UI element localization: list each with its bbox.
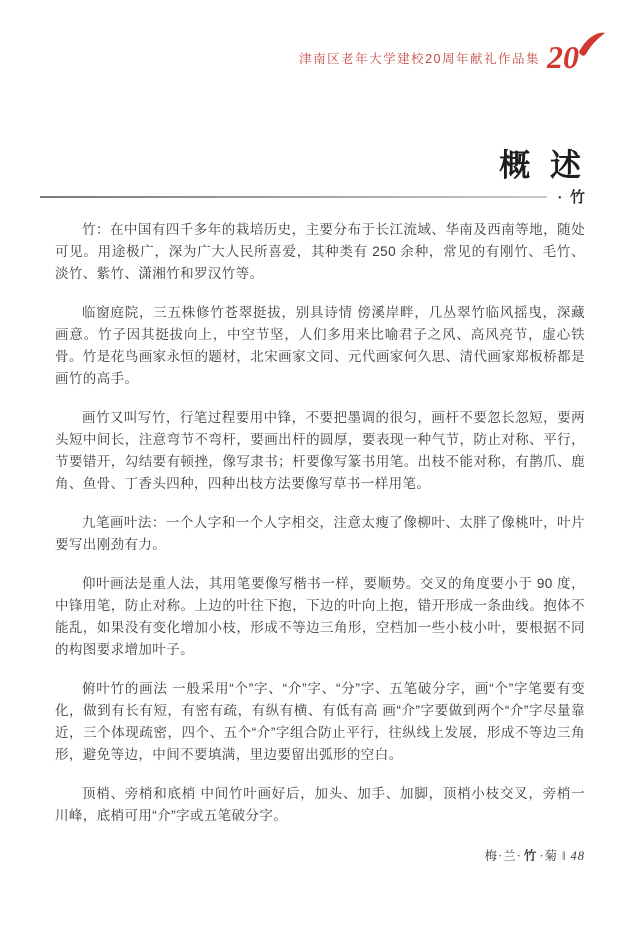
series-title-part2: ·菊 [539, 849, 558, 863]
page-number: 48 [570, 849, 585, 863]
title-rule-row [40, 186, 587, 207]
paragraph-downward-leaf: 俯叶竹的画法 一般采用“个”字、“介”字、“分”字、五笔破分字，画“个”字笔要有变化，做到有长有短，有密有疏，有纵有横、有低有高 画“介”字要做到两个“介”字尽量靠近，三个体现疏密，四个、五个“介”字组合防止平行，往纵线上发展，形成不等边三角形，避免等边，中间不要填满，里边要留出弧形的空白。 [55, 681, 585, 762]
logo-swoosh [579, 33, 605, 56]
footer-divider: ‖ [561, 849, 567, 863]
page-footer [484, 846, 585, 864]
logo-20-text: 20 [547, 39, 579, 75]
collection-title: 津南区老年大学建校20周年献礼作品集 [299, 52, 540, 66]
horizontal-rule [40, 196, 547, 198]
paragraph-upward-leaf: 仰叶画法是重人法，其用笔要像写楷书一样，要顺势。交叉的角度要小于 90 度，中锋用笔，防止对称。上边的叶往下抱，下边的叶向上抱，错开形成一条曲线。抱体不能乱，如果没有变化增加小枝，形成不等边三角形，空档加一些小枝小叶，要根据不同的构图要求增加叶子。 [55, 576, 585, 657]
paragraph-tips: 顶梢、旁梢和底梢 中间竹叶画好后，加头、加手、加脚，顶梢小枝交叉，旁梢一川峰，底梢可用“介”字或五笔破分字。 [55, 786, 585, 823]
page-title: 概 述 [499, 148, 587, 183]
series-title-bamboo: 竹 [523, 849, 538, 863]
paragraph-scenery: 临窗庭院，三五株修竹苍翠挺拔，别具诗情 傍溪岸畔，几丛翠竹临风摇曳，深藏画意。竹子因其挺拔向上，中空节坚，人们多用来比喻君子之风、高风亮节，虚心铁骨。竹是花鸟画家永恒的题材，北宋画家文同、元代画家何久思、清代画家郑板桥都是画竹的高手。 [55, 305, 585, 386]
body-text [55, 219, 585, 844]
paragraph-nine-stroke: 九笔画叶法：一个人字和一个人字相交，注意太瘦了像柳叶、太胖了像桃叶，叶片要写出刚劲有力。 [55, 515, 585, 552]
series-title-part1: 梅·兰· [484, 849, 522, 863]
paragraph-stem-method: 画竹又叫写竹，行笔过程要用中锋，不要把墨调的很匀，画杆不要忽长忽短，要两头短中间长，注意弯节不弯杆，要画出杆的圆厚，要表现一种气节，防止对称、平行，节要错开，勾结要有顿挫，像写隶书；杆要像写篆书用笔。出枝不能对称，有鹊爪、鹿角、鱼骨、丁香头四种，四种出枝方法要像写草书一样用笔。 [55, 410, 585, 491]
paragraph-intro: 竹：在中国有四千多年的栽培历史，主要分布于长江流域、华南及西南等地，随处可见。用途极广，深为广大人民所喜爱，其种类有 250 余种，常见的有刚竹、毛竹、淡竹、紫竹、潇湘竹和罗汉竹等。 [55, 222, 585, 281]
anniversary-20-logo [546, 30, 608, 76]
page-header [299, 30, 608, 76]
section-marker-bamboo: · 竹 [557, 190, 587, 206]
